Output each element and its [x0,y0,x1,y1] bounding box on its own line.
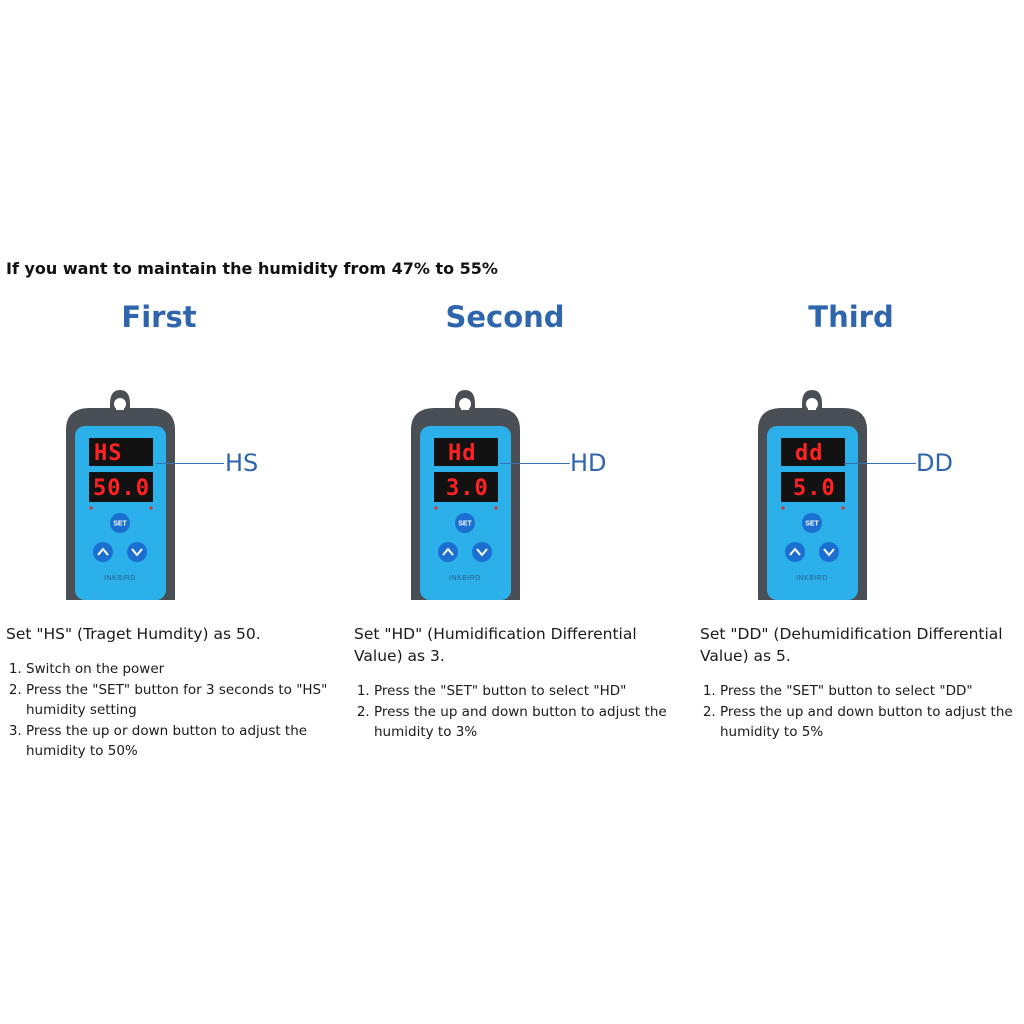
top-display-text: Hd [448,441,477,466]
instruction-list [700,681,1024,743]
instruction-list [6,659,346,762]
top-display-text: HS [94,441,123,466]
instruction-list [354,681,694,743]
step-title: First [121,300,197,334]
step-column-second [348,300,678,780]
list-item: 1. Switch on the power [26,659,346,680]
humidity-controller-image [408,390,523,600]
indicator-led [89,506,92,509]
up-button[interactable] [93,542,113,562]
down-button[interactable] [472,542,492,562]
list-item: 3. Press the up or down button to adjust the humidity to 50% [26,721,346,762]
step-title: Third [808,300,894,334]
step-column-third [694,300,1024,780]
list-item: 2. Press the up and down button to adjust the humidity to 3% [374,702,694,743]
setting-heading: Set "HD" (Humidification Differential Value) as 3. [354,625,637,665]
humidity-controller-image [63,390,178,600]
step-column-first [0,300,330,780]
indicator-led [149,506,152,509]
step-title: Second [445,300,565,334]
indicator-led [781,506,784,509]
top-display-text: dd [795,441,824,466]
down-button[interactable] [819,542,839,562]
list-item: 2. Press the up and down button to adjust the humidity to 5% [720,702,1024,743]
up-button[interactable] [785,542,805,562]
list-item: 1. Press the "SET" button to select "HD" [374,681,694,702]
bottom-display-text: 50.0 [93,476,150,501]
set-button-label: SET [805,520,819,528]
set-button[interactable] [455,513,475,533]
brand-logo: INKBIRD [104,575,136,582]
up-button[interactable] [438,542,458,562]
brand-logo: INKBIRD [449,575,481,582]
callout-label: HS [225,449,259,477]
set-button-label: SET [458,520,472,528]
callout-label: HD [570,449,607,477]
callout-line [500,463,570,464]
set-button-label: SET [113,520,127,528]
page-headline: If you want to maintain the humidity from 47% to 55% [6,259,498,278]
list-item: 1. Press the "SET" button to select "DD" [720,681,1024,702]
brand-logo: INKBIRD [796,575,828,582]
bottom-display-text: 3.0 [446,476,489,501]
humidity-controller-image [755,390,870,600]
setting-heading: Set "HS" (Traget Humdity) as 50. [6,625,261,643]
set-button[interactable] [110,513,130,533]
indicator-led [434,506,437,509]
indicator-led [494,506,497,509]
callout-line [844,463,916,464]
callout-line [156,463,224,464]
bottom-display-text: 5.0 [793,476,836,501]
callout-label: DD [916,449,953,477]
set-button[interactable] [802,513,822,533]
indicator-led [841,506,844,509]
down-button[interactable] [127,542,147,562]
list-item: 2. Press the "SET" button for 3 seconds to "HS" humidity setting [26,680,346,721]
setting-heading: Set "DD" (Dehumidification Differential Value) as 5. [700,625,1003,665]
